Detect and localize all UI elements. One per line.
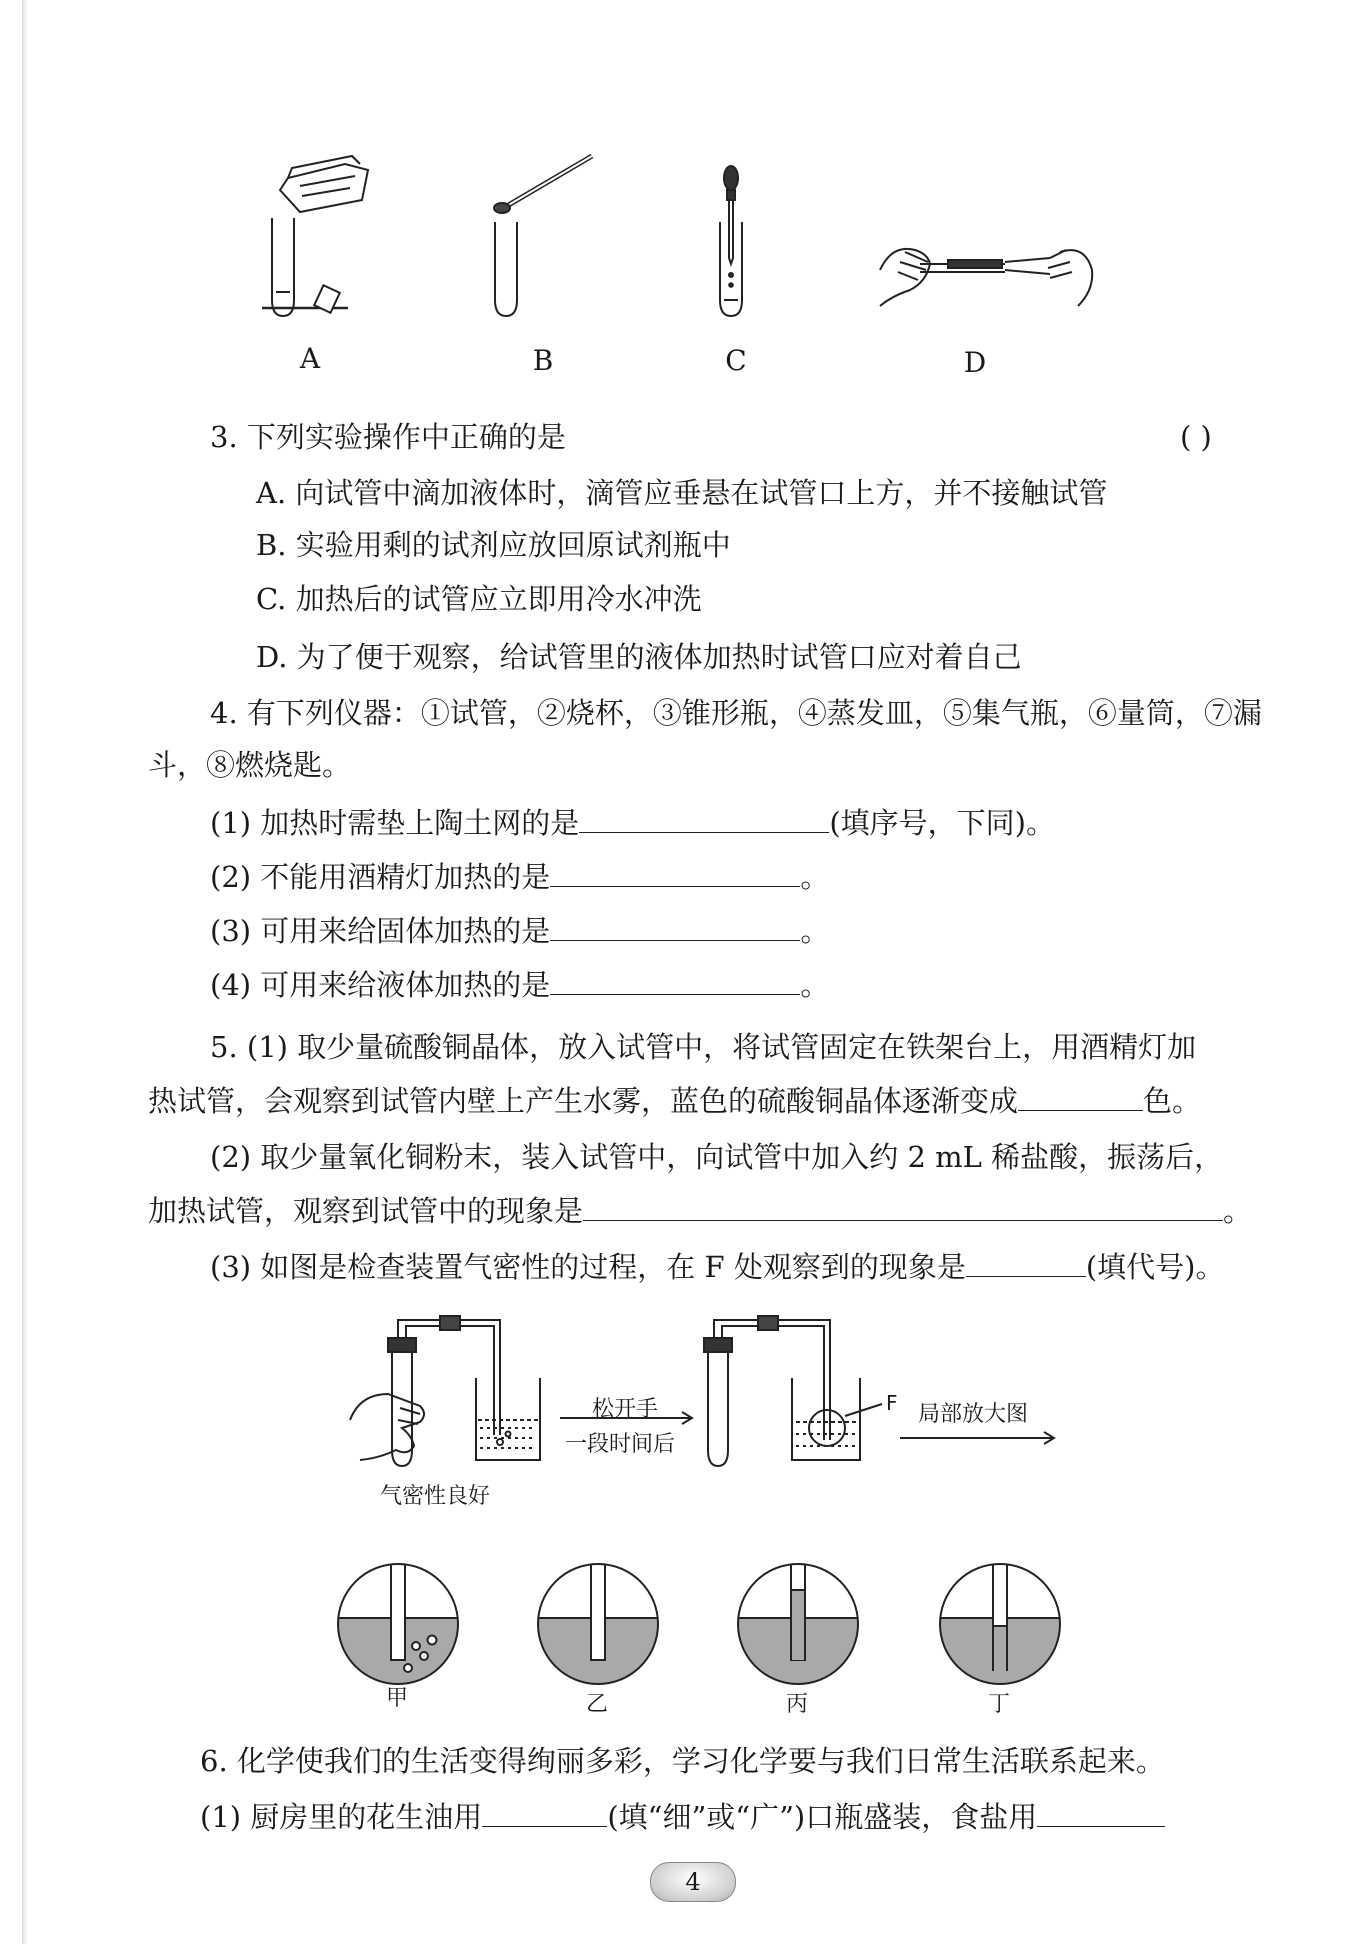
q5-s3-suffix: (填代号)。: [1085, 1250, 1225, 1284]
q4-sub4: [210, 968, 829, 1002]
q4-sub4-prompt: (4) 可用来给液体加热的是: [210, 968, 551, 1002]
q5-s2-period: 。: [1223, 1194, 1253, 1228]
q5-s2-blank[interactable]: [583, 1194, 1223, 1221]
figure-zoom-options: [0, 1560, 1350, 1690]
option-label-bing: 丙: [786, 1692, 809, 1717]
q5-s2-prompt: 加热试管，观察到试管中的现象是: [148, 1194, 584, 1228]
q4-sub1-blank[interactable]: [579, 806, 829, 833]
figure-label-c: C: [725, 344, 747, 377]
q4-stem-line1: 4. 有下列仪器：①试管，②烧杯，③锥形瓶，④蒸发皿，⑤集气瓶，⑥量筒，⑦漏: [210, 696, 1262, 730]
arrow-label-release-hand: 松开手: [592, 1397, 659, 1422]
q5-s2-line1: (2) 取少量氧化铜粉末，装入试管中，向试管中加入约 2 mL 稀盐酸，振荡后，: [210, 1140, 1224, 1174]
q5-s2-line2: [148, 1194, 1252, 1228]
q5-s3-prompt: (3) 如图是检查装置气密性的过程，在 F 处观察到的现象是: [210, 1250, 966, 1284]
q6-s1-blank-b[interactable]: [1037, 1800, 1165, 1827]
q5-s1-suffix: 色。: [1143, 1084, 1202, 1118]
figure-label-b: B: [532, 344, 554, 377]
q4-sub2-period: 。: [800, 860, 830, 894]
q6-s1-prompt: (1) 厨房里的花生油用: [200, 1800, 483, 1834]
q5-s1-line2: [148, 1084, 1201, 1118]
q6-s1: [200, 1800, 1165, 1834]
q4-sub3-blank[interactable]: [550, 914, 800, 941]
point-label-f: F: [886, 1391, 898, 1415]
q5-s1-blank[interactable]: [1018, 1084, 1143, 1111]
q5-s1-prompt: 热试管，会观察到试管内壁上产生水雾，蓝色的硫酸铜晶体逐渐变成: [148, 1084, 1019, 1118]
figure-airtight-apparatus: [0, 1310, 1350, 1510]
figure-label-a: A: [299, 342, 321, 375]
figure-label-d: D: [963, 346, 987, 379]
arrow-label-after-time: 一段时间后: [565, 1432, 676, 1457]
caption-airtight-good: 气密性良好: [380, 1484, 491, 1509]
q3-stem: 3. 下列实验操作中正确的是: [210, 420, 566, 454]
option-label-ding: 丁: [988, 1692, 1011, 1717]
q3-option-d: D. 为了便于观察，给试管里的液体加热时试管口应对着自己: [256, 640, 1022, 674]
q4-stem-line2: 斗，⑧燃烧匙。: [148, 748, 352, 782]
q4-sub3: [210, 914, 829, 948]
q3-option-b: B. 实验用剩的试剂应放回原试剂瓶中: [256, 528, 731, 562]
q4-sub1-prompt: (1) 加热时需垫上陶土网的是: [210, 806, 580, 840]
figure-operations: [0, 0, 1350, 330]
q4-sub2-blank[interactable]: [550, 860, 800, 887]
option-label-jia: 甲: [386, 1686, 409, 1711]
q4-sub3-period: 。: [800, 914, 830, 948]
q4-sub1-suffix: (填序号，下同)。: [829, 806, 1055, 840]
q6-s1-blank-a[interactable]: [482, 1800, 607, 1827]
q5-s3-blank[interactable]: [966, 1250, 1086, 1277]
q4-sub4-period: 。: [800, 968, 830, 1002]
q4-sub2: [210, 860, 829, 894]
q5-s3: [210, 1250, 1225, 1284]
zoom-label: 局部放大图: [918, 1402, 1029, 1427]
q3-option-c: C. 加热后的试管应立即用冷水冲洗: [256, 582, 702, 616]
q5-s1-line1: 5. (1) 取少量硫酸铜晶体，放入试管中，将试管固定在铁架台上，用酒精灯加: [210, 1030, 1197, 1064]
page-number: 4: [650, 1862, 736, 1902]
q4-sub2-prompt: (2) 不能用酒精灯加热的是: [210, 860, 551, 894]
q6-s1-middle: (填“细”或“广”)口瓶盛装，食盐用: [607, 1800, 1038, 1834]
q3-answer-bracket[interactable]: ( ): [1180, 420, 1212, 454]
q3-option-a: A. 向试管中滴加液体时，滴管应垂悬在试管口上方，并不接触试管: [256, 476, 1108, 510]
q4-sub4-blank[interactable]: [550, 968, 800, 995]
q4-sub1: [210, 806, 1055, 840]
option-label-yi: 乙: [586, 1692, 609, 1717]
q4-sub3-prompt: (3) 可用来给固体加热的是: [210, 914, 551, 948]
q6-stem: 6. 化学使我们的生活变得绚丽多彩，学习化学要与我们日常生活联系起来。: [200, 1744, 1165, 1778]
